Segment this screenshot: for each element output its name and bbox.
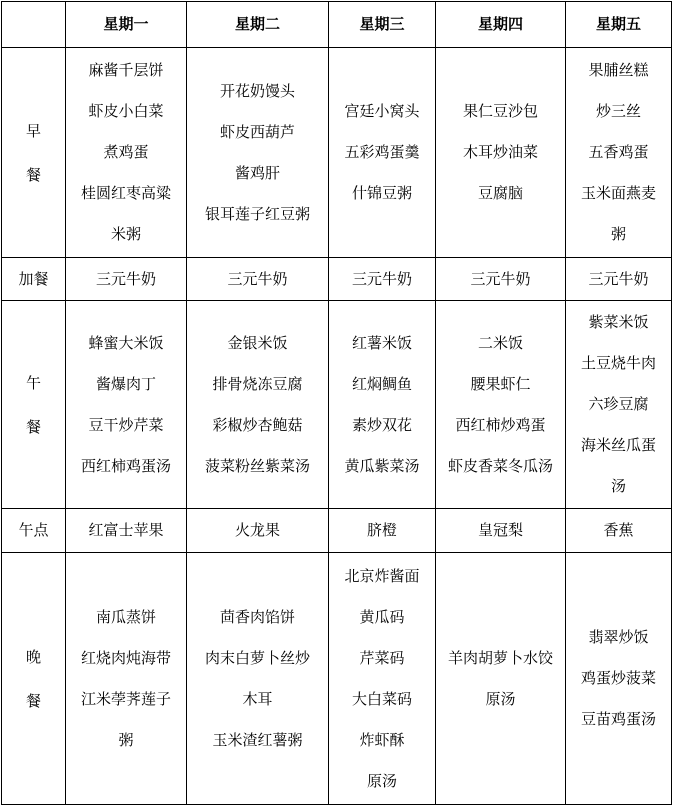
menu-item: 豆腐脑 [477, 184, 523, 202]
menu-item: 羊肉胡萝卜水饺 [447, 648, 553, 667]
menu-item: 粥 [610, 225, 626, 243]
menu-item: 开花奶馒头 [219, 81, 295, 100]
afternoon-thu: 皇冠梨 [436, 509, 566, 553]
breakfast-row [2, 48, 672, 258]
menu-item: 西红柿鸡蛋汤 [80, 456, 171, 475]
breakfast-tue [187, 48, 329, 258]
menu-item: 桂圆红枣高粱 [80, 184, 171, 202]
snack-row [2, 258, 672, 301]
snack-mon: 三元牛奶 [66, 258, 187, 301]
menu-item: 炸虾酥 [359, 730, 405, 749]
menu-item: 粥 [118, 730, 134, 749]
header-row [2, 2, 672, 48]
breakfast-wed [329, 48, 436, 258]
menu-item: 江米荸荠莲子 [80, 689, 171, 708]
menu-item: 红薯米饭 [351, 333, 412, 352]
menu-item: 茴香肉馅饼 [219, 607, 295, 626]
corner-cell [2, 2, 66, 48]
day-header-mon: 星期一 [66, 2, 187, 48]
lunch-tue [187, 301, 329, 509]
menu-item: 鸡蛋炒菠菜 [580, 669, 656, 687]
menu-item: 木耳 [242, 689, 273, 708]
dinner-row [2, 553, 672, 805]
dinner-wed [329, 553, 436, 805]
menu-item: 五彩鸡蛋羹 [344, 143, 420, 161]
menu-item: 虾皮小白菜 [88, 102, 164, 120]
menu-item: 黄瓜紫菜汤 [344, 456, 420, 475]
menu-item: 腰果虾仁 [470, 374, 531, 393]
day-header-fri: 星期五 [566, 2, 672, 48]
snack-thu: 三元牛奶 [436, 258, 566, 301]
breakfast-mon [66, 48, 187, 258]
menu-item: 酱鸡肝 [234, 163, 280, 182]
menu-item: 二米饭 [477, 333, 523, 352]
breakfast-fri [566, 48, 672, 258]
row-label-lunch: 午餐 [2, 301, 66, 509]
afternoon-fri: 香蕉 [566, 509, 672, 553]
afternoon-snack-row [2, 509, 672, 553]
menu-item: 炒三丝 [595, 102, 641, 120]
lunch-row [2, 301, 672, 509]
menu-item: 果仁豆沙包 [462, 102, 538, 120]
lunch-fri [566, 301, 672, 509]
menu-item: 原汤 [366, 771, 397, 790]
day-header-thu: 星期四 [436, 2, 566, 48]
menu-item: 汤 [610, 477, 626, 495]
day-header-wed: 星期三 [329, 2, 436, 48]
dinner-fri [566, 553, 672, 805]
menu-item: 菠菜粉丝紫菜汤 [204, 456, 310, 475]
row-label-snack: 加餐 [2, 258, 66, 301]
menu-item: 紫菜米饭 [588, 313, 649, 331]
menu-item: 木耳炒油菜 [462, 143, 538, 161]
menu-item: 彩椒炒杏鲍菇 [212, 415, 303, 434]
row-label-afternoon: 午点 [2, 509, 66, 553]
snack-wed: 三元牛奶 [329, 258, 436, 301]
menu-item: 什锦豆粥 [351, 184, 412, 202]
lunch-wed [329, 301, 436, 509]
menu-item: 大白菜码 [351, 689, 412, 708]
dinner-tue [187, 553, 329, 805]
menu-item: 虾皮香菜冬瓜汤 [447, 456, 553, 475]
menu-item: 原汤 [485, 689, 516, 708]
menu-item: 酱爆肉丁 [95, 374, 156, 393]
menu-item: 素炒双花 [351, 415, 412, 434]
breakfast-thu [436, 48, 566, 258]
menu-item: 豆苗鸡蛋汤 [580, 710, 656, 728]
menu-item: 玉米渣红薯粥 [212, 730, 303, 749]
menu-item: 北京炸酱面 [344, 566, 420, 585]
dinner-thu [436, 553, 566, 805]
afternoon-mon: 红富士苹果 [66, 509, 187, 553]
menu-item: 排骨烧冻豆腐 [212, 374, 303, 393]
dinner-mon [66, 553, 187, 805]
menu-item: 南瓜蒸饼 [95, 607, 156, 626]
menu-item: 米粥 [110, 225, 141, 243]
snack-tue: 三元牛奶 [187, 258, 329, 301]
menu-item: 海米丝瓜蛋 [580, 436, 656, 454]
menu-item: 土豆烧牛肉 [580, 354, 656, 372]
menu-item: 黄瓜码 [359, 607, 405, 626]
menu-item: 西红柿炒鸡蛋 [455, 415, 546, 434]
menu-item: 五香鸡蛋 [588, 143, 649, 161]
menu-item: 宫廷小窝头 [344, 102, 420, 120]
menu-item: 虾皮西葫芦 [219, 122, 295, 141]
row-label-dinner: 晚餐 [2, 553, 66, 805]
menu-item: 翡翠炒饭 [588, 628, 649, 646]
menu-item: 豆干炒芹菜 [88, 415, 164, 434]
snack-fri: 三元牛奶 [566, 258, 672, 301]
menu-item: 红烧肉炖海带 [80, 648, 171, 667]
afternoon-wed: 脐橙 [329, 509, 436, 553]
menu-item: 肉末白萝卜丝炒 [204, 648, 310, 667]
row-label-breakfast: 早餐 [2, 48, 66, 258]
menu-item: 蜂蜜大米饭 [88, 333, 164, 352]
menu-item: 六珍豆腐 [588, 395, 649, 413]
lunch-mon [66, 301, 187, 509]
day-header-tue: 星期二 [187, 2, 329, 48]
menu-item: 银耳莲子红豆粥 [204, 204, 310, 223]
menu-item: 果脯丝糕 [588, 61, 649, 79]
menu-item: 红焖鲷鱼 [351, 374, 412, 393]
menu-item: 金银米饭 [227, 333, 288, 352]
menu-item: 玉米面燕麦 [580, 184, 656, 202]
lunch-thu [436, 301, 566, 509]
menu-item: 芹菜码 [359, 648, 405, 667]
afternoon-tue: 火龙果 [187, 509, 329, 553]
weekly-menu-table [1, 1, 672, 805]
menu-item: 麻酱千层饼 [88, 61, 164, 79]
menu-item: 煮鸡蛋 [103, 143, 149, 161]
